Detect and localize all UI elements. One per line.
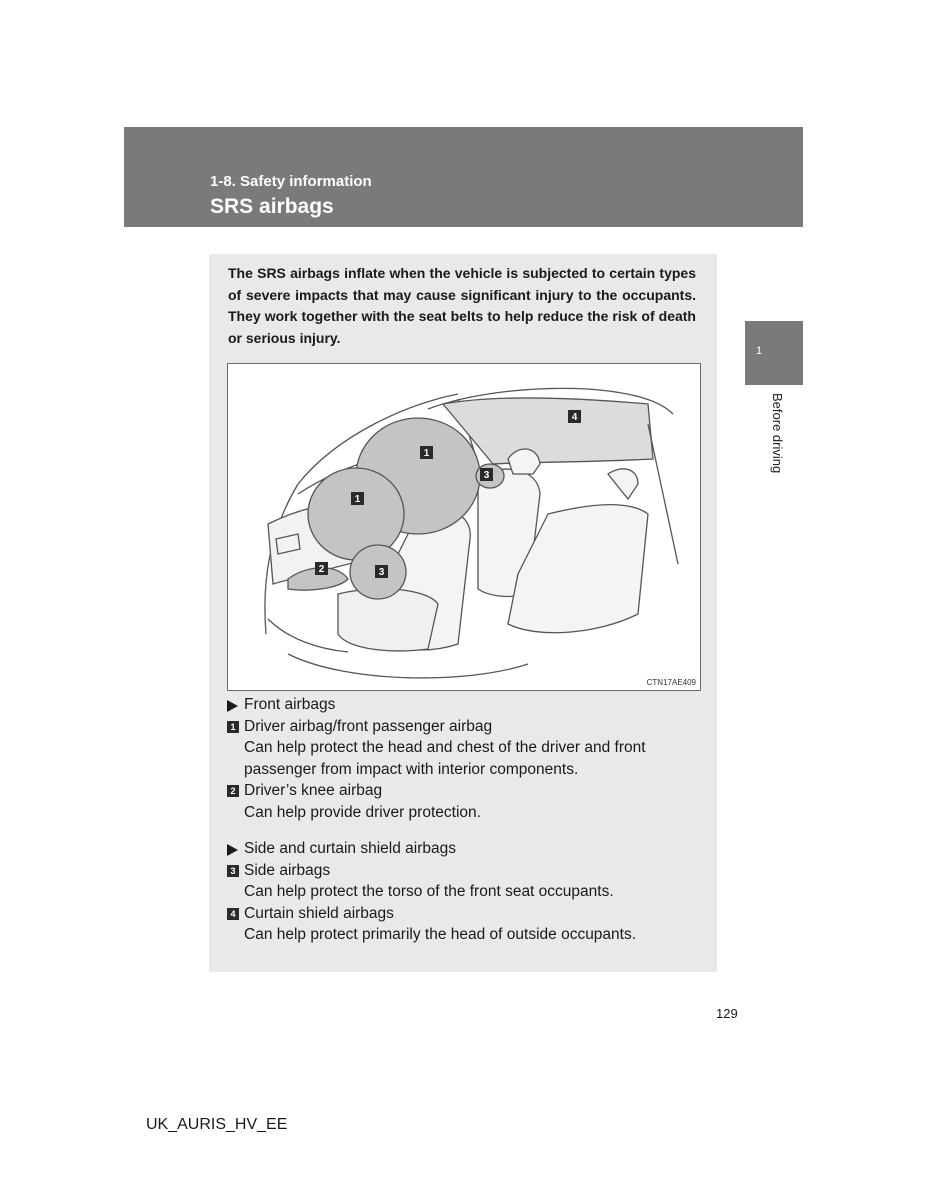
item-title: Driver airbag/front passenger airbag xyxy=(244,717,493,735)
item-description: Can help provide driver protection. xyxy=(244,803,481,821)
header-band xyxy=(124,127,803,227)
triangle-bullet-icon xyxy=(227,844,238,856)
item-description: Can help protect primarily the head of outside occupants. xyxy=(244,926,637,943)
airbag-illustration xyxy=(227,363,701,691)
item-description: Can help protect the head and chest of the driver and front passenger from impact with interior components. xyxy=(244,739,646,778)
triangle-bullet-icon xyxy=(227,700,238,712)
group-heading-text: Side and curtain shield airbags xyxy=(244,840,456,857)
callout-2: 2 xyxy=(318,564,325,575)
page-number: 129 xyxy=(716,1006,738,1021)
number-badge: 2 xyxy=(227,785,239,797)
callout-1b: 1 xyxy=(354,494,361,505)
group-heading-front xyxy=(227,694,702,716)
number-badge: 4 xyxy=(227,908,239,920)
callout-4: 4 xyxy=(571,412,578,423)
number-badge: 3 xyxy=(227,865,239,877)
page-title: SRS airbags xyxy=(210,195,334,218)
item-title: Driver’s knee airbag xyxy=(244,782,383,799)
callout-1a: 1 xyxy=(423,448,430,459)
airbag-list xyxy=(227,694,702,946)
list-item xyxy=(227,716,702,738)
item-title: Curtain shield airbags xyxy=(244,904,394,922)
car-interior-drawing xyxy=(228,364,700,690)
callout-3b: 3 xyxy=(483,470,490,481)
intro-paragraph: The SRS airbags inflate when the vehicle is subjected to certain types of severe impacts that may cause significant injury to the occupants. They work together with the seat belts to help reduce the risk of death or serious injury. xyxy=(228,265,696,346)
chapter-tab-number: 1 xyxy=(756,345,763,357)
footer-code: UK_AURIS_HV_EE xyxy=(146,1116,288,1133)
list-item xyxy=(227,903,702,925)
content-box xyxy=(209,254,717,972)
figure-code: CTN17AE409 xyxy=(646,678,696,687)
item-title: Side airbags xyxy=(244,861,331,879)
chapter-tab xyxy=(745,321,803,385)
group-heading-text: Front airbags xyxy=(244,696,336,713)
section-label: 1-8. Safety information xyxy=(210,173,372,190)
callout-3a: 3 xyxy=(378,567,385,578)
item-description: Can help protect the torso of the front seat occupants. xyxy=(244,883,614,900)
group-heading-side xyxy=(227,838,702,860)
list-item xyxy=(227,780,702,802)
list-item xyxy=(227,860,702,882)
number-badge: 1 xyxy=(227,721,239,733)
chapter-tab-label: Before driving xyxy=(770,393,785,474)
